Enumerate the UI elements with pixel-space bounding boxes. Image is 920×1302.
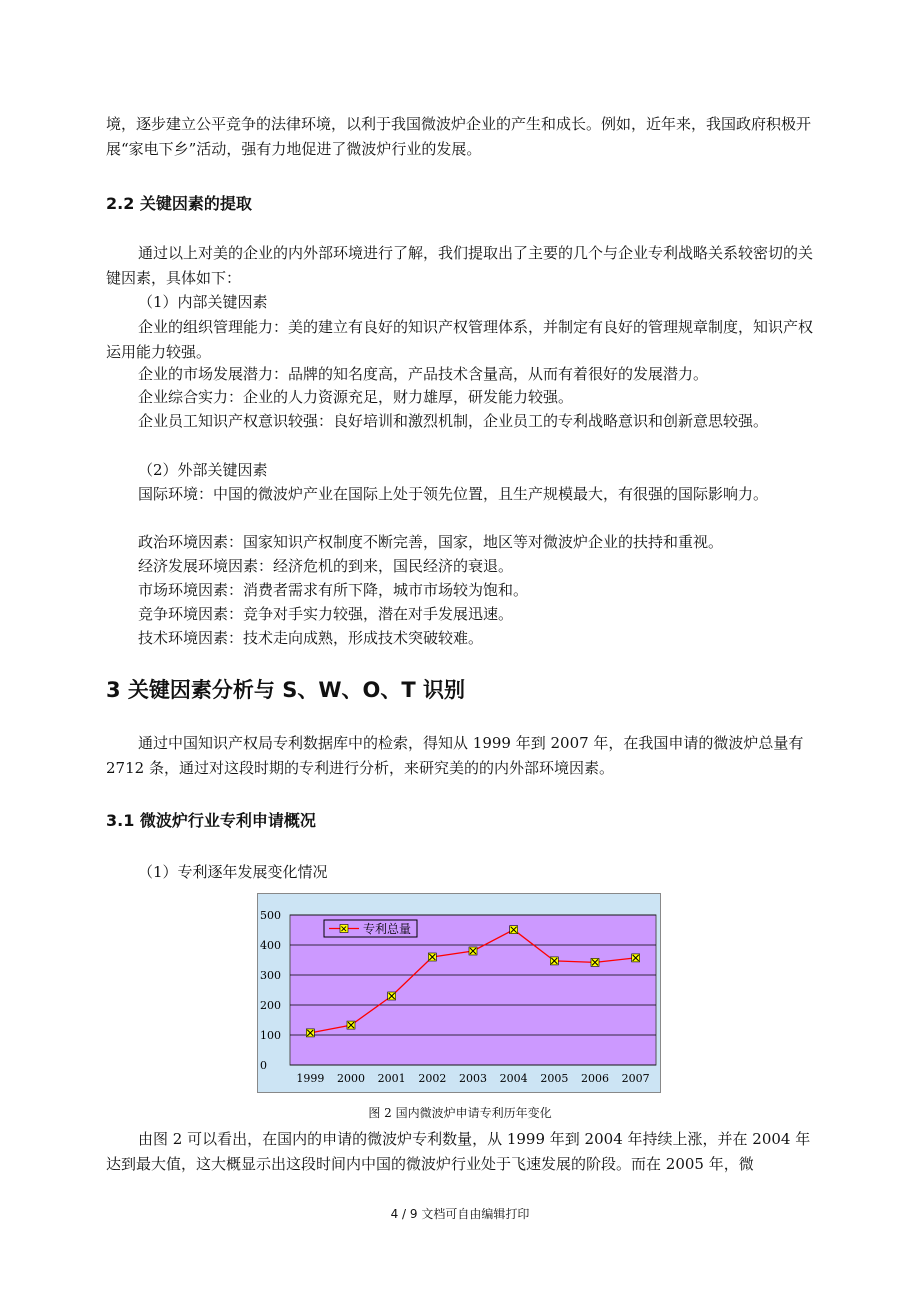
y-tick-label: 0 <box>260 1059 267 1072</box>
chart-x-axis <box>296 1072 649 1085</box>
internal-factor-item: 企业的组织管理能力：美的建立有良好的知识产权管理体系，并制定有良好的管理规章制度，知识产权运用能力较强。 <box>106 318 814 361</box>
internal-factors-title: （1）内部关键因素 <box>138 293 268 311</box>
internal-factor-item: 企业的市场发展潜力：品牌的知名度高，产品技术含量高，从而有着很好的发展潜力。 <box>138 365 709 383</box>
x-tick-label: 2007 <box>621 1072 650 1085</box>
section-3-paragraph: 通过中国知识产权局专利数据库中的检索，得知从 1999 年到 2007 年，在我国申请的微波炉总量有 2712 条，通过对这段时期的专利进行分析，来研究美的的内外部环境因素。 <box>106 734 804 777</box>
x-tick-label: 2000 <box>337 1072 365 1085</box>
x-tick-label: 2006 <box>581 1072 609 1085</box>
external-factor-item: 竞争环境因素：竞争对手实力较强，潜在对手发展迅速。 <box>138 605 514 623</box>
intro-paragraph: 境，逐步建立公平竞争的法律环境，以利于我国微波炉企业的产生和成长。例如，近年来，我国政府积极开展“家电下乡”活动，强有力地促进了微波炉行业的发展。 <box>106 115 812 158</box>
patent-trend-chart <box>257 893 661 1093</box>
external-factor-item: 经济发展环境因素：经济危机的到来，国民经济的衰退。 <box>138 557 514 575</box>
x-tick-label: 2005 <box>540 1072 569 1085</box>
figure-caption: 图 2 国内微波炉申请专利历年变化 <box>368 1106 552 1120</box>
internal-factor-item: 企业员工知识产权意识较强：良好培训和激烈机制，企业员工的专利战略意识和创新意思较强。 <box>138 412 769 430</box>
chart-legend <box>324 920 417 937</box>
y-tick-label: 400 <box>260 939 281 952</box>
external-factor-item: 市场环境因素：消费者需求有所下降，城市市场较为饱和。 <box>138 581 529 599</box>
legend-marker-glyph: ✕ <box>340 925 348 935</box>
section-3-1-heading: 3.1 微波炉行业专利申请概况 <box>106 811 316 830</box>
page-footer: 4 / 9 文档可自由编辑打印 <box>390 1207 530 1221</box>
x-tick-label: 2004 <box>499 1072 528 1085</box>
legend-label: 专利总量 <box>363 922 412 936</box>
section-3-heading: 3 关键因素分析与 S、W、O、T 识别 <box>106 678 466 702</box>
y-tick-label: 500 <box>260 909 281 922</box>
internal-factor-item: 企业综合实力：企业的人力资源充足，财力雄厚，研发能力较强。 <box>138 388 574 406</box>
section-2-2-paragraph: 通过以上对美的企业的内外部环境进行了解，我们提取出了主要的几个与企业专利战略关系较密切的关键因素，具体如下： <box>106 244 814 287</box>
x-tick-label: 1999 <box>296 1072 325 1085</box>
y-tick-label: 300 <box>260 969 281 982</box>
external-factor-item: 技术环境因素：技术走向成熟，形成技术突破较难。 <box>138 629 484 647</box>
y-tick-label: 200 <box>260 999 281 1012</box>
section-3-1-subheading: （1）专利逐年发展变化情况 <box>138 863 328 881</box>
section-3-1-paragraph: 由图 2 可以看出，在国内的申请的微波炉专利数量，从 1999 年到 2004 年持续上涨，并在 2004 年达到最大值，这大概显示出这段时间内中国的微波炉行业处于飞速发展的阶段。而在 2005 年，微 <box>106 1130 811 1173</box>
y-tick-label: 100 <box>260 1029 281 1042</box>
external-factors-title: （2）外部关键因素 <box>138 461 268 479</box>
external-factor-item: 政治环境因素：国家知识产权制度不断完善，国家，地区等对微波炉企业的扶持和重视。 <box>138 533 724 551</box>
external-factor-item: 国际环境：中国的微波炉产业在国际上处于领先位置，且生产规模最大，有很强的国际影响力。 <box>138 485 769 503</box>
x-tick-label: 2002 <box>418 1072 447 1085</box>
section-2-2-heading: 2.2 关键因素的提取 <box>106 194 252 213</box>
x-tick-label: 2001 <box>377 1072 406 1085</box>
x-tick-label: 2003 <box>459 1072 487 1085</box>
